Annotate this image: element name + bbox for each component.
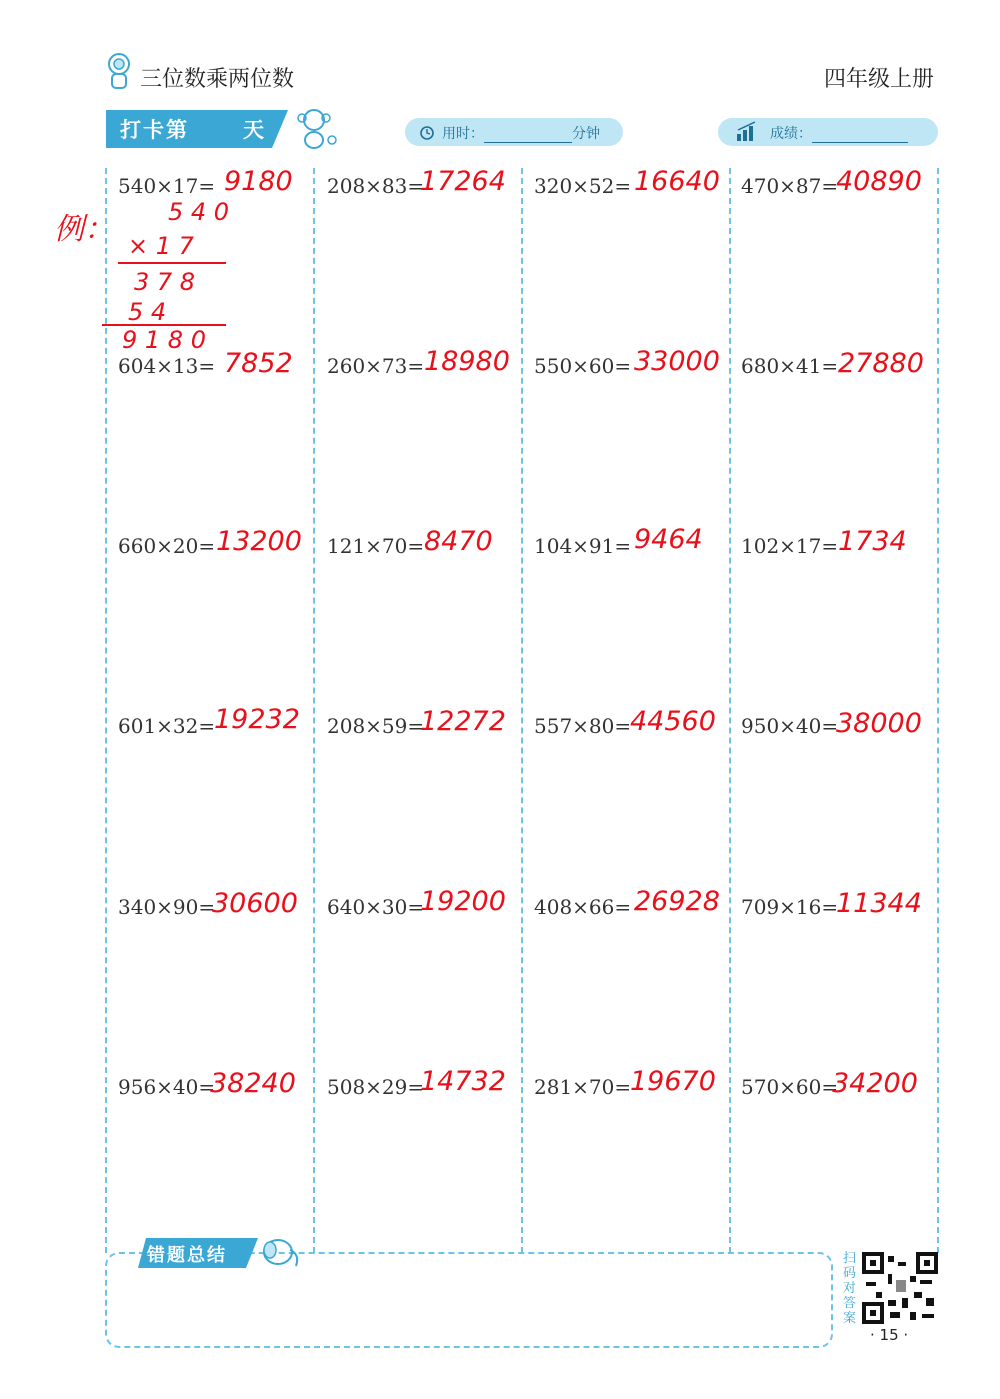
monkey-mascot-icon: [288, 104, 340, 152]
problem-r5-c3: 408×66=: [534, 895, 632, 919]
problem-r5-c2: 640×30=: [327, 895, 425, 919]
answer-r3-c4: 1734: [838, 526, 907, 557]
answer-r4-c1: 19232: [214, 704, 300, 735]
time-field-label: 用时： 分钟: [442, 126, 600, 142]
answer-r4-c4: 38000: [836, 708, 922, 739]
answer-r5-c4: 11344: [836, 888, 922, 919]
elephant-mascot-icon: [256, 1232, 304, 1272]
answer-r6-c4: 34200: [832, 1068, 918, 1099]
problem-r3-c2: 121×70=: [327, 534, 425, 558]
time-input-blank[interactable]: [484, 126, 572, 143]
answer-r2-c1: 7852: [224, 348, 293, 379]
qr-code-icon[interactable]: [862, 1252, 938, 1324]
example-label: 例：: [54, 212, 114, 247]
checkin-day-label: 天: [243, 118, 264, 142]
problem-r4-c3: 557×80=: [534, 714, 632, 738]
alarm-clock-icon: [418, 123, 436, 141]
subject-title: 三位数乘两位数: [140, 67, 295, 92]
answer-r2-c3: 33000: [634, 346, 720, 377]
problem-r4-c1: 601×32=: [118, 714, 216, 738]
problem-r2-c2: 260×73=: [327, 354, 425, 378]
answer-r3-c2: 8470: [424, 526, 493, 557]
example-multiplicand: 5 4 0: [168, 198, 230, 226]
problem-r1-c1: 540×17=: [118, 174, 216, 198]
answer-r2-c2: 18980: [424, 346, 510, 377]
example-line-1: [118, 262, 226, 264]
problem-r5-c4: 709×16=: [741, 895, 839, 919]
answer-r3-c3: 9464: [634, 524, 703, 555]
problem-r6-c4: 570×60=: [741, 1075, 839, 1099]
bar-chart-icon: [735, 120, 759, 142]
answer-r6-c2: 14732: [420, 1066, 506, 1097]
problem-r6-c3: 281×70=: [534, 1075, 632, 1099]
example-result: 9 1 8 0: [122, 326, 206, 354]
error-summary-label: 错题总结: [147, 1245, 227, 1266]
lion-mascot-icon: [104, 52, 134, 92]
answer-r5-c1: 30600: [212, 888, 298, 919]
answer-r1-c3: 16640: [634, 166, 720, 197]
problem-r3-c4: 102×17=: [741, 534, 839, 558]
problem-r1-c2: 208×83=: [327, 174, 425, 198]
problem-r5-c1: 340×90=: [118, 895, 216, 919]
grid-divider-3: [729, 168, 731, 1253]
problem-r6-c1: 956×40=: [118, 1075, 216, 1099]
answer-r1-c2: 17264: [420, 166, 506, 197]
grid-border-left: [105, 168, 107, 1253]
checkin-label: 打卡第: [120, 118, 189, 142]
problem-r4-c2: 208×59=: [327, 714, 425, 738]
answer-r1-c4: 40890: [836, 166, 922, 197]
qr-caption: 扫码对答案: [843, 1251, 857, 1326]
answer-r6-c1: 38240: [210, 1068, 296, 1099]
score-input-blank[interactable]: [812, 126, 908, 143]
problem-r4-c4: 950×40=: [741, 714, 839, 738]
problem-r1-c3: 320×52=: [534, 174, 632, 198]
grid-divider-1: [313, 168, 315, 1253]
problem-r2-c4: 680×41=: [741, 354, 839, 378]
answer-r3-c1: 13200: [216, 526, 302, 557]
answer-r1-c1: 9180: [224, 166, 293, 197]
example-partial-1: 3 7 8: [134, 268, 196, 296]
grid-divider-2: [521, 168, 523, 1253]
example-multiplier: × 1 7: [128, 232, 194, 260]
score-field-label: 成绩：: [770, 123, 908, 143]
answer-r4-c3: 44560: [630, 706, 716, 737]
problem-r2-c1: 604×13=: [118, 354, 216, 378]
problem-r2-c3: 550×60=: [534, 354, 632, 378]
grade-label: 四年级上册: [823, 67, 934, 92]
page-number: · 15 ·: [870, 1326, 909, 1344]
problem-r3-c1: 660×20=: [118, 534, 216, 558]
problem-r6-c2: 508×29=: [327, 1075, 425, 1099]
answer-r6-c3: 19670: [630, 1066, 716, 1097]
answer-r5-c2: 19200: [420, 886, 506, 917]
answer-r4-c2: 12272: [420, 706, 506, 737]
problem-r1-c4: 470×87=: [741, 174, 839, 198]
example-partial-2: 5 4: [128, 298, 167, 326]
answer-r5-c3: 26928: [634, 886, 720, 917]
grid-border-right: [937, 168, 939, 1253]
problem-r3-c3: 104×91=: [534, 534, 632, 558]
answer-r2-c4: 27880: [838, 348, 924, 379]
